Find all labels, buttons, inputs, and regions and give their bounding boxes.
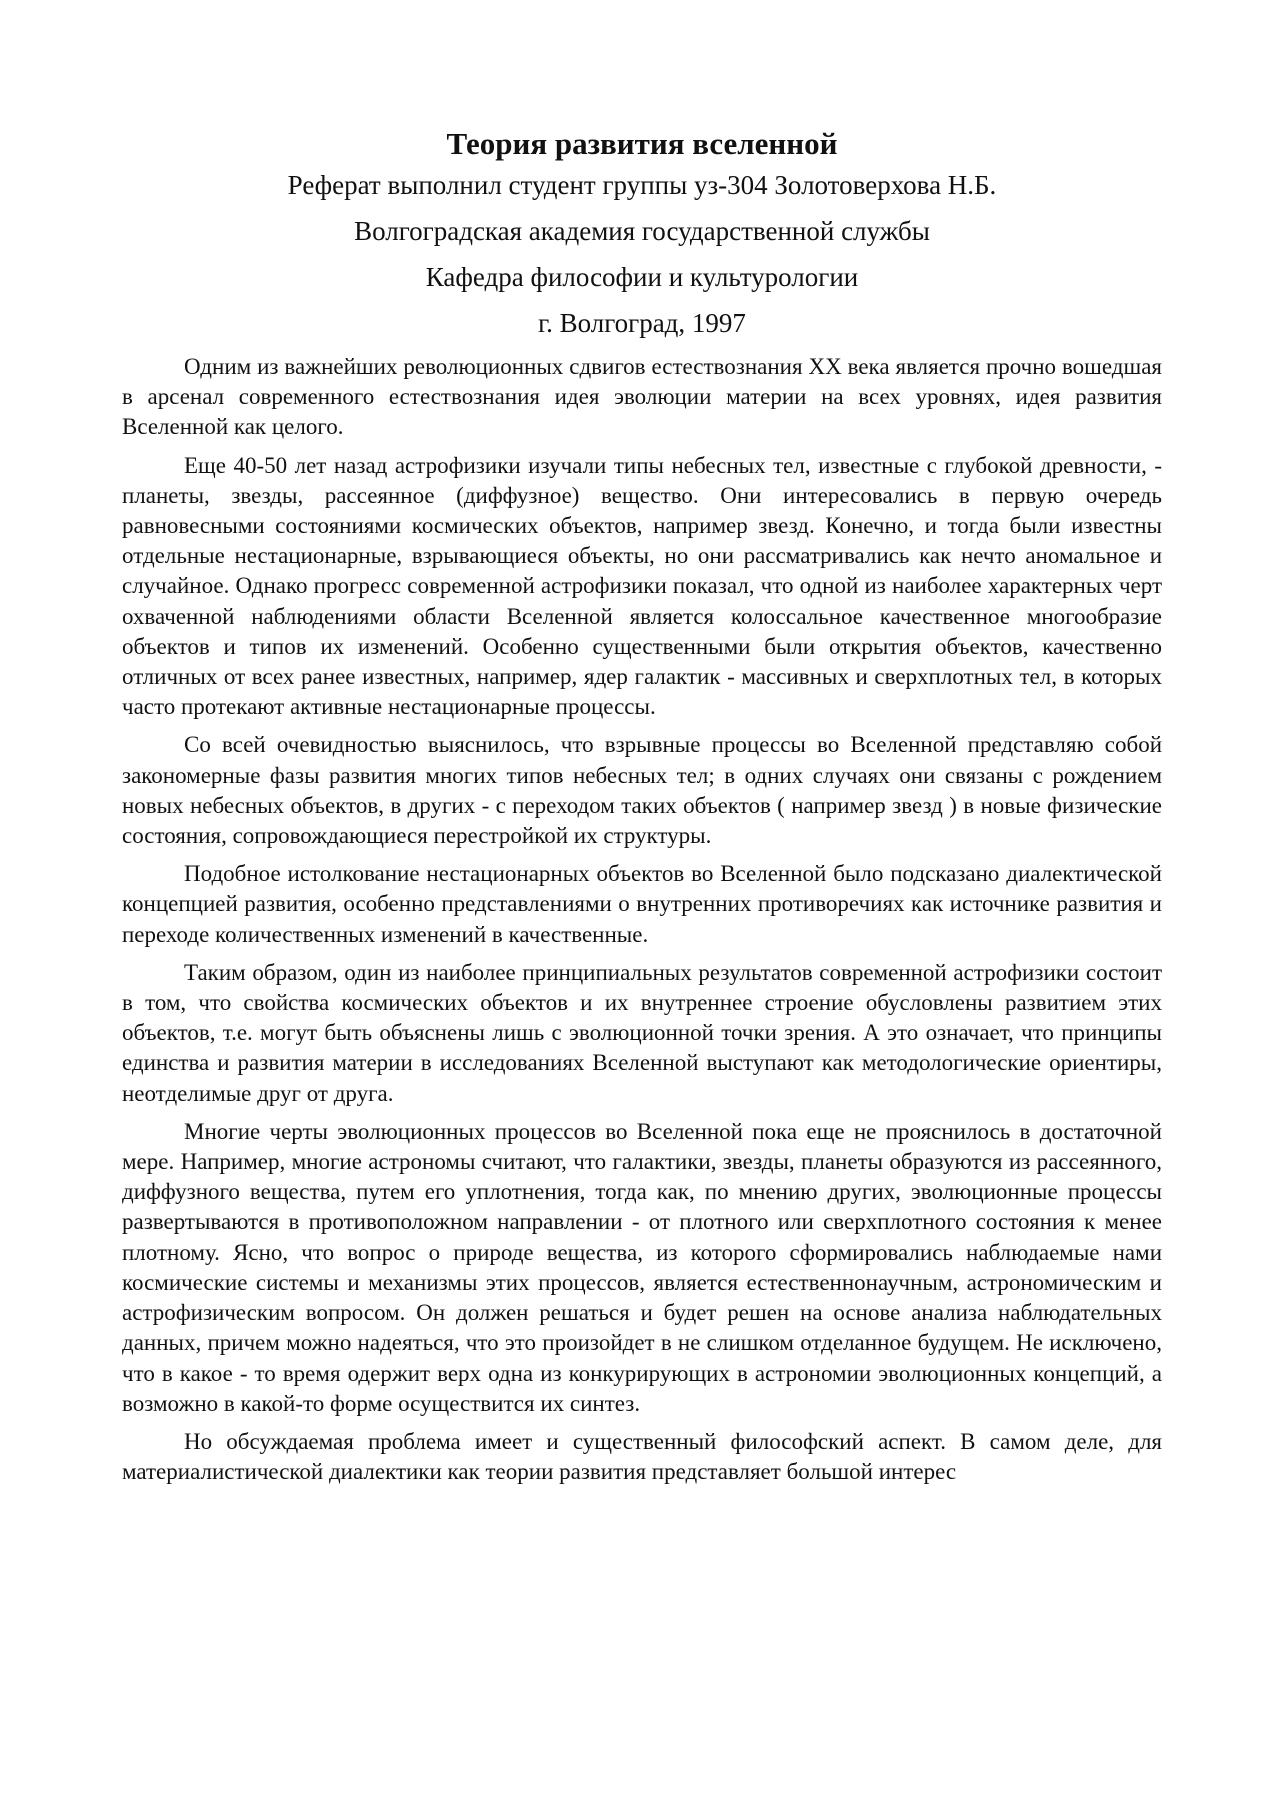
document-title: Теория развития вселенной	[446, 126, 838, 161]
paragraph-4: Подобное истолкование нестационарных объектов во Вселенной было подсказано диалектической концепцией развития, особенно представлениями о внутренних противоречиях как источнике развития и переходе количественных изменений в качественные.	[122, 861, 1162, 947]
paragraph-2: Еще 40-50 лет назад астрофизики изучали типы небесных тел, известные с глубокой древности, - планеты, звезды, рассеянное (диффузное) вещество. Они интересовались в первую очередь равновесными состояниями космических объектов, например звезд. Конечно, и тогда были известны отдельные нестационарные, взрывающиеся объекты, но они рассматривались как нечто аномальное и случайное. Однако прогресс современной астрофизики показал, что одной из наиболее характерных черт охваченной наблюдениями области Вселенной является колоссальное качественное многообразие объектов и типов их изменений. Особенно существенными были открытия объектов, качественно отличных от всех ранее известных, например, ядер галактик - массивных и сверхплотных тел, в которых часто протекают активные нестационарные процессы.	[122, 452, 1162, 720]
paragraph-5: Таким образом, один из наиболее принципиальных результатов современной астрофизики состоит в том, что свойства космических объектов и их внутреннее строение обусловлены развитием этих объектов, т.е. могут быть объяснены лишь с эволюционной точки зрения. А это означает, что принципы единства и развития материи в исследованиях Вселенной выступают как методологические ориентиры, неотделимые друг от друга.	[122, 959, 1162, 1106]
paragraph-3: Со всей очевидностью выяснилось, что взрывные процессы во Вселенной представляю собой закономерные фазы развития многих типов небесных тел; в одних случаях они связаны с рождением новых небесных объектов, в других - с переходом таких объектов ( например звезд ) в новые физические состояния, сопровождающиеся перестройкой их структуры.	[122, 732, 1162, 849]
paragraph-7: Но обсуждаемая проблема имеет и существенный философский аспект. В самом деле, для материалистической диалектики как теории развития представляет большой интерес	[122, 1428, 1162, 1485]
department-line: Кафедра философии и культурологии	[425, 262, 859, 292]
paragraph-1: Одним из важнейших революционных сдвигов естествознания ХХ века является прочно вошедшая в арсенал современного естествознания идея эволюции материи на всех уровнях, идея развития Вселенной как целого.	[122, 354, 1162, 440]
author-line: Реферат выполнил студент группы уз-304 Золотоверхова Н.Б.	[287, 170, 997, 200]
document-page	[122, 108, 1162, 1495]
city-year-line: г. Волгоград, 1997	[538, 308, 746, 338]
institution-line: Волгоградская академия государственной службы	[354, 216, 930, 246]
paragraph-6: Многие черты эволюционных процессов во Вселенной пока еще не прояснилось в достаточной мере. Например, многие астрономы считают, что галактики, звезды, планеты образуются из рассеянного, диффузного вещества, путем его уплотнения, тогда как, по мнению других, эволюционные процессы развертываются в противоположном направлении - от плотного или сверхплотного состояния к менее плотному. Ясно, что вопрос о природе вещества, из которого сформировались наблюдаемые нами космические системы и механизмы этих процессов, является естественнонаучным, астрономическим и астрофизическим вопросом. Он должен решаться и будет решен на основе анализа наблюдательных данных, причем можно надеяться, что это произойдет в не слишком отделанное будущем. Не исключено, что в какое - то время одержит верх одна из конкурирующих в астрономии эволюционных концепций, а возможно в какой-то форме осуществится их синтез.	[122, 1118, 1162, 1416]
